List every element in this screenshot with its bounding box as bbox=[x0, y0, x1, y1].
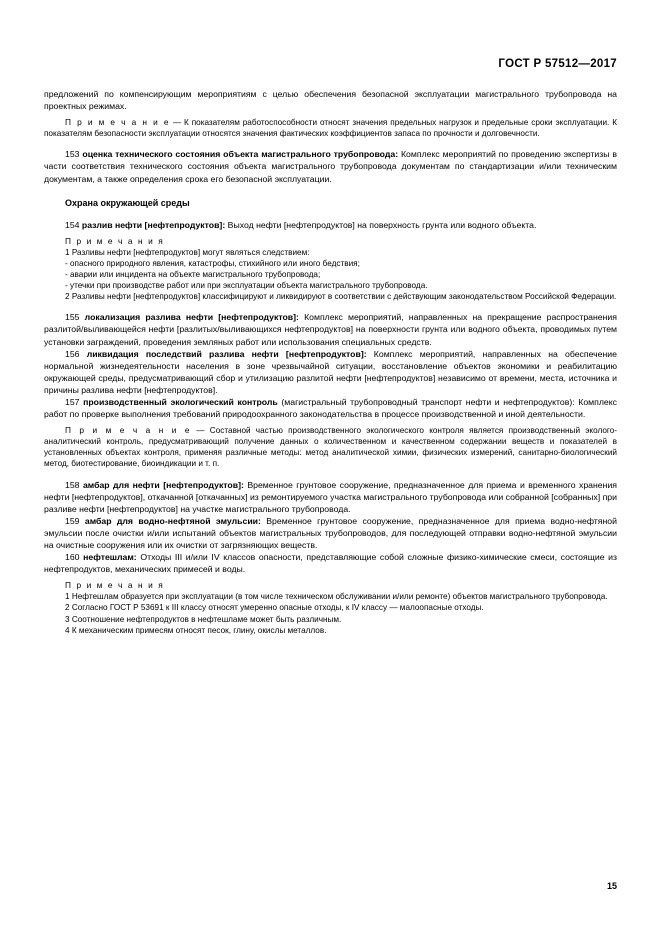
notes-label-154 bbox=[44, 236, 617, 247]
term-153-number: 153 bbox=[65, 149, 80, 160]
note-154-1: 1 Разливы нефти [нефтепродуктов] могут являться следствием: bbox=[65, 247, 310, 257]
note-text-1: — К показателям работоспособности относят значения предельных нагрузок и предельные сроки эксплуатации. К показателям безопасности эксплуатации относятся значения фактических коэффициентов запаса по прочности и долговечности. bbox=[44, 118, 617, 139]
note-160-3: 3 Соотношение нефтепродуктов в нефтешламе может быть различным. bbox=[65, 614, 342, 624]
note-label: П р и м е ч а н и е bbox=[65, 117, 171, 128]
term-157 bbox=[44, 396, 617, 420]
term-154-title: разлив нефти [нефтепродуктов]: bbox=[81, 219, 226, 230]
note-text-157: — Составной частью производственного экологического контроля является производственный эколого-аналитический контроль, предусматривающий получение данных о количественном и качественном содержании веществ и показателей в установленных объектах контроля, применяя различные методы: метод аналитической химии, физических измерений, санитарно-биологический метод, биотестирование, биоиндикации и т. п. bbox=[44, 426, 617, 469]
term-155 bbox=[44, 311, 617, 347]
note-label-157: П р и м е ч а н и е bbox=[65, 425, 192, 436]
term-157-title: производственный экологический контроль bbox=[83, 396, 278, 407]
term-158 bbox=[44, 479, 617, 515]
paragraph-intro: предложений по компенсирующим мероприятиям с целью обеспечения безопасной эксплуатации магистрального трубопровода на проектных режимах. bbox=[44, 89, 617, 112]
notes-label-2: П р и м е ч а н и я bbox=[65, 580, 165, 591]
term-154 bbox=[44, 219, 617, 231]
notes-label: П р и м е ч а н и я bbox=[65, 235, 165, 246]
term-160 bbox=[44, 551, 617, 575]
term-157-number: 157 bbox=[65, 396, 80, 407]
page-header: ГОСТ Р 57512—2017 bbox=[498, 58, 617, 70]
term-158-number: 158 bbox=[65, 479, 80, 490]
note-block-157 bbox=[44, 425, 617, 469]
page-content bbox=[44, 88, 617, 636]
term-155-definition: Комплекс мероприятий, направленных на прекращение распространения разлитой/выливающейся нефти [разлитых/выливающихся нефтепродуктов] на поверхности грунта или водного объекта, проводимых путем установки заграждений, проведения земляных работ или использования специальных средств. bbox=[44, 312, 617, 347]
term-154-definition: Выход нефти [нефтепродуктов] на поверхность грунта или водного объекта. bbox=[227, 219, 537, 230]
term-159 bbox=[44, 515, 617, 551]
term-156 bbox=[44, 348, 617, 396]
note-154-2: 2 Разливы нефти [нефтепродуктов] классифицируют и ликвидируют в соответствии с действующим законодательством Российской Федерации. bbox=[65, 292, 617, 302]
term-158-definition: Временное грунтовое сооружение, предназначенное для приема и временного хранения нефти [нефтепродуктов], откачанной [откачанных] из ремонтируемого участка магистрального трубопровода или собранной [собранных] при разливе нефти [нефтепродуктов] на участке магистрального трубопровода. bbox=[44, 479, 617, 514]
note-154-dash-1: - опасного природного явления, катастрофы, стихийного или иного бедствия; bbox=[65, 258, 360, 268]
term-155-title: локализация разлива нефти [нефтепродуктов]: bbox=[84, 312, 299, 323]
note-block-1 bbox=[44, 117, 617, 139]
term-160-definition: Отходы III и/или IV классов опасности, представляющие собой сложные физико-химические смеси, состоящие из нефтепродуктов, механических примесей и воды. bbox=[44, 552, 617, 575]
term-159-title: амбар для водно-нефтяной эмульсии: bbox=[84, 515, 261, 526]
term-156-definition: Комплекс мероприятий, направленных на обеспечение нормальной жизнедеятельности населения в зоне чрезвычайной ситуации, восстановление объектов экономики и реабилитацию окружающей среды, предусматривающий сбор и утилизацию разлитой нефти [нефтепродуктов] независимо от времени, места, источника и причины разлива нефти [нефтепродуктов]. bbox=[44, 348, 617, 395]
note-160-1: 1 Нефтешлам образуется при эксплуатации (в том числе техническом обслуживании и/или ремонте) объектов магистрального трубопровода. bbox=[65, 592, 608, 602]
term-156-title: ликвидация последствий разлива нефти [нефтепродуктов]: bbox=[86, 348, 367, 359]
term-157-parenthetical: (магистральный трубопроводный транспорт нефти и нефтепродуктов): bbox=[281, 396, 575, 407]
note-154-dash-2: - аварии или инцидента на объекте магистрального трубопровода; bbox=[65, 270, 321, 280]
term-160-title: нефтешлам: bbox=[83, 552, 137, 563]
notes-label-160 bbox=[44, 580, 617, 591]
term-153-title: оценка технического состояния объекта магистрального трубопровода: bbox=[82, 149, 399, 160]
term-160-number: 160 bbox=[65, 552, 80, 563]
term-155-number: 155 bbox=[65, 312, 80, 323]
section-heading-environment: Охрана окружающей среды bbox=[65, 197, 190, 208]
term-159-definition: Временное грунтовое сооружение, предназначенное для приема водно-нефтяной эмульсии после очистки и/или испытаний объектов магистральных трубопроводов, для последующей отправки водно-нефтяной эмульсии на очистные сооружения или их очистки от загрязняющих веществ. bbox=[44, 515, 617, 550]
term-153-definition: Комплекс мероприятий по проведению экспертизы в части соответствия технического состояния объекта магистрального трубопровода документам по стандартизации и/или техническим документам, а также определения срока его безопасной эксплуатации. bbox=[44, 149, 617, 184]
term-154-number: 154 bbox=[65, 219, 80, 230]
term-158-title: амбар для нефти [нефтепродуктов]: bbox=[82, 479, 244, 490]
note-160-4: 4 К механическим примесям относят песок, глину, окислы металлов. bbox=[65, 625, 327, 635]
term-156-number: 156 bbox=[65, 348, 80, 359]
note-154-dash-3: - утечки при производстве работ или при эксплуатации объекта магистрального трубопровода. bbox=[65, 281, 428, 291]
term-153 bbox=[44, 148, 617, 184]
note-160-2: 2 Согласно ГОСТ Р 53691 к III классу относят умеренно опасные отходы, к IV классу — малоопасные отходы. bbox=[65, 603, 484, 613]
term-157-definition: Комплекс работ по проверке выполнения требований природоохранного законодательства в процессе производственной и иной деятельности. bbox=[44, 396, 617, 420]
page-number: 15 bbox=[606, 881, 617, 891]
term-159-number: 159 bbox=[65, 515, 80, 526]
